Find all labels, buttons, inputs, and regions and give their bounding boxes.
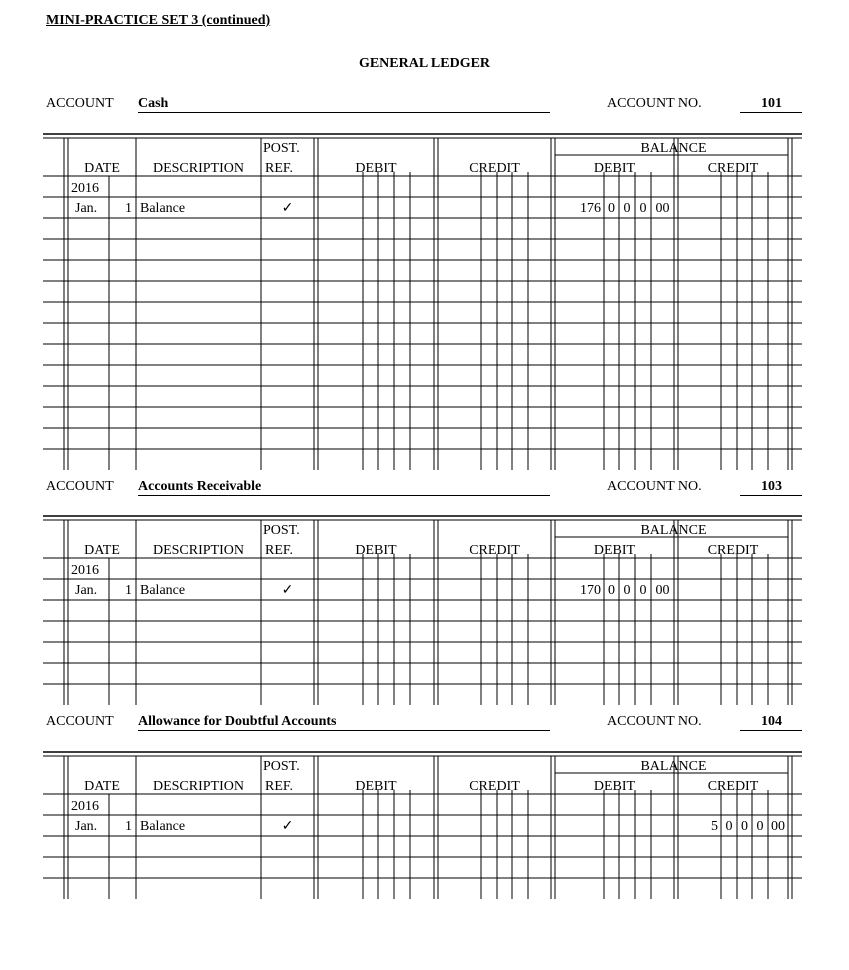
balance-header: BALANCE [640,523,707,538]
balance-debit-header: DEBIT [593,543,636,558]
post-ref-check: ✓ [281,583,294,598]
amount-part: 0 [608,583,615,598]
amount-part: 0 [608,201,615,216]
credit-header: CREDIT [469,161,520,176]
credit-header: CREDIT [469,543,520,558]
account-no-label: ACCOUNT NO. [607,96,702,111]
amount-part: 176 [580,201,601,216]
description-header: DESCRIPTION [152,161,245,176]
debit-header: DEBIT [355,161,397,176]
description-cell: Balance [140,819,186,834]
amount-part: 0 [639,201,647,216]
balance-credit-header: CREDIT [707,543,759,558]
post-ref-check: ✓ [281,201,294,216]
year-cell: 2016 [71,181,99,196]
amount-part: 0 [623,201,631,216]
account-label: ACCOUNT [46,96,114,111]
account-number: 101 [740,96,802,113]
date-header: DATE [84,779,120,794]
description-header: DESCRIPTION [152,543,245,558]
description-cell: Balance [140,583,186,598]
account-number: 103 [740,479,802,496]
post-ref-check: ✓ [281,819,294,834]
amount-part: 0 [725,819,733,834]
post-ref-header: POST. [263,141,300,156]
debit-header: DEBIT [355,543,397,558]
date-header: DATE [84,161,120,176]
balance-credit-header: CREDIT [707,779,759,794]
account-name: Accounts Receivable [138,479,550,496]
balance-header: BALANCE [640,759,707,774]
ledger-title: GENERAL LEDGER [358,56,491,71]
amount-part: 00 [655,583,670,598]
post-ref-header: POST. [263,523,300,538]
amount-part: 00 [655,201,670,216]
amount-part: 00 [771,819,785,834]
description-header: DESCRIPTION [152,779,245,794]
month-cell: Jan. [75,583,98,598]
account-label: ACCOUNT [46,479,114,494]
balance-debit-header: DEBIT [593,779,636,794]
year-cell: 2016 [71,563,99,578]
post-ref-header: POST. [263,759,300,774]
account-number: 104 [740,714,802,731]
credit-header: CREDIT [469,779,520,794]
account-no-label: ACCOUNT NO. [607,714,702,729]
amount-part: 0 [756,819,764,834]
balance-header: BALANCE [640,141,707,156]
amount-part: 5 [711,819,718,834]
post-ref-header: REF. [265,161,294,176]
account-label: ACCOUNT [46,714,114,729]
amount-part: 0 [639,583,647,598]
month-cell: Jan. [75,201,98,216]
day-cell: 1 [125,583,132,598]
post-ref-header: REF. [265,779,294,794]
account-name: Allowance for Doubtful Accounts [138,714,550,731]
account-no-label: ACCOUNT NO. [607,479,702,494]
account-name: Cash [138,96,550,113]
amount-part: 170 [580,583,601,598]
day-cell: 1 [125,819,132,834]
year-cell: 2016 [71,799,99,814]
month-cell: Jan. [75,819,98,834]
balance-credit-header: CREDIT [707,161,759,176]
amount-part: 0 [741,819,748,834]
date-header: DATE [84,543,120,558]
page-header: MINI-PRACTICE SET 3 (continued) [46,13,271,28]
post-ref-header: REF. [265,543,294,558]
description-cell: Balance [140,201,186,216]
debit-header: DEBIT [355,779,397,794]
day-cell: 1 [125,201,132,216]
amount-part: 0 [623,583,631,598]
balance-debit-header: DEBIT [593,161,636,176]
